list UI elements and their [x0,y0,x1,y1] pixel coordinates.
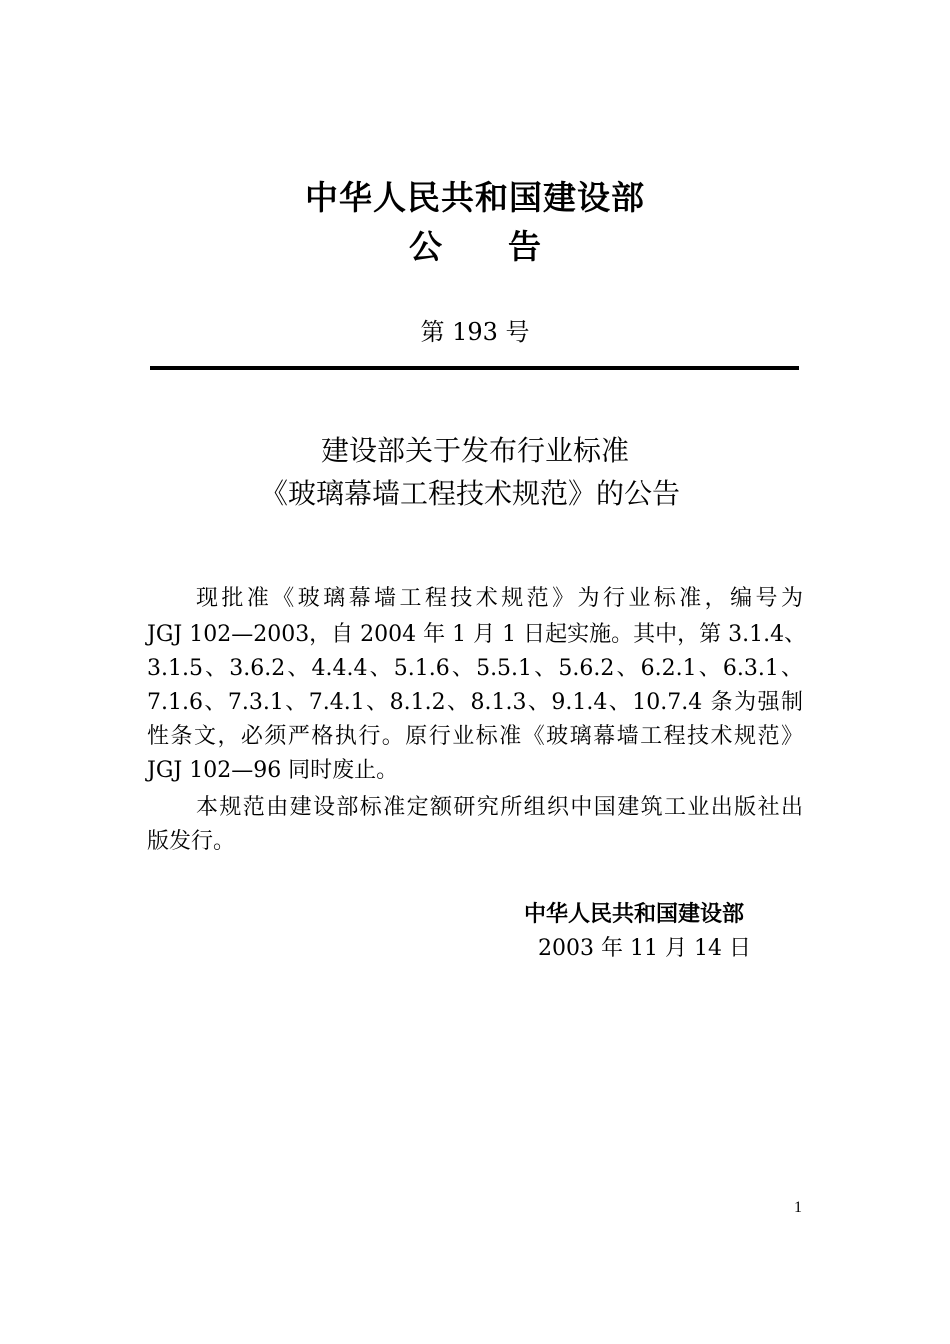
body-line-6: JGJ 102—96 同时废止。 [147,758,399,783]
body-line-7: 本规范由建设部标准定额研究所组织中国建筑工业出版社出 [196,795,803,820]
body-line-8: 版发行。 [147,829,236,854]
signature-issuer: 中华人民共和国建设部 [524,901,745,927]
body-line-2: JGJ 102—2003，自 2004 年 1 月 1 日起实施。其中，第 3.1.4、 [147,622,807,647]
notice-heading [0,225,950,269]
page-number: 1 [794,1199,802,1216]
subject-line-2: 《玻璃幕墙工程技术规范》的公告 [259,477,680,510]
notice-heading-char-1: 公 [409,227,442,266]
header-divider [150,366,799,370]
body-line-1: 现批准《玻璃幕墙工程技术规范》为行业标准，编号为 [196,586,803,611]
body-line-3: 3.1.5、3.6.2、4.4.4、5.1.6、5.5.1、5.6.2、6.2.1、6.3.1、 [147,656,803,681]
notice-heading-char-2: 告 [508,227,541,266]
signature-date: 2003 年 11 月 14 日 [538,936,751,961]
notice-number: 第 193 号 [420,318,530,346]
body-line-5: 性条文，必须严格执行。原行业标准《玻璃幕墙工程技术规范》 [147,724,803,749]
body-line-4: 7.1.6、7.3.1、7.4.1、8.1.2、8.1.3、9.1.4、10.7.4 条为强制 [147,690,803,715]
subject-line-1: 建设部关于发布行业标准 [320,434,629,467]
ministry-title: 中华人民共和国建设部 [305,178,645,217]
